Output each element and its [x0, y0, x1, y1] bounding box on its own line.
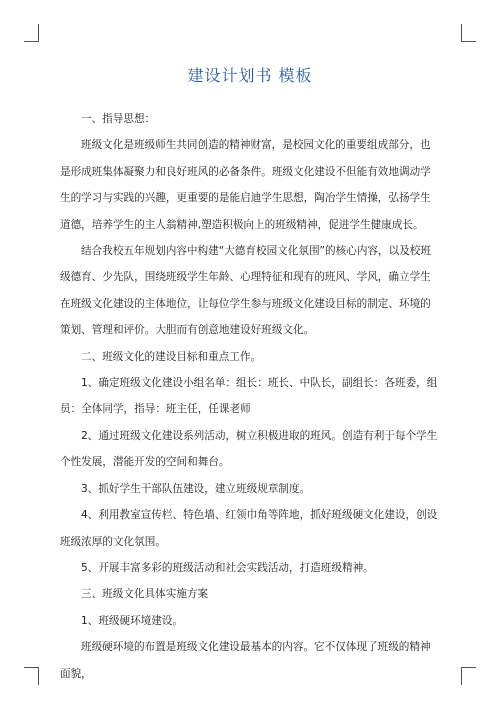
crop-mark-top-left-h	[24, 41, 39, 42]
list-item-5: 5、开展丰富多彩的班级活动和社会实践活动，打造班级精神。	[81, 561, 374, 574]
crop-mark-bottom-right-v	[461, 667, 462, 685]
crop-mark-top-left-v	[38, 24, 39, 42]
crop-mark-top-right-h	[461, 41, 476, 42]
list-item-1: 1、确定班级文化建设小组名单：组长：班长、中队长，副组长：各班委，组员：全体同学，指导：班主任，任课老师	[60, 377, 438, 416]
crop-mark-bottom-left-h	[24, 667, 39, 668]
crop-mark-bottom-right-h	[461, 667, 476, 668]
list-item-3: 3、抓好学生干部队伍建设，建立班级规章制度。	[81, 482, 311, 495]
subsection-heading: 1、班级硬环境建设。	[81, 614, 184, 627]
list-item-4: 4、利用教室宣传栏、特色墙、红领巾角等阵地，抓好班级硬文化建设，创设班级浓厚的文化氛围。	[60, 509, 438, 548]
paragraph-guiding-2: 结合我校五年规划内容中构建“大德育校园文化氛围”的核心内容，以及校班级德育、少先队，围绕班级学生年龄、心理特征和现有的班风、学风，确立学生在班级文化建设的主体地位，让每位学生参与班级文化建设目标的制定、环境的策划、管理和评价。大胆而有创意地建设好班级文化。	[60, 245, 431, 337]
section-heading-2: 二、班级文化的建设目标和重点工作。	[81, 350, 262, 363]
section-heading-3: 三、班级文化具体实施方案	[81, 588, 209, 601]
section-heading-1: 一、指导思想：	[81, 113, 156, 125]
crop-mark-bottom-left-v	[38, 667, 39, 685]
document-body	[60, 106, 440, 687]
document-title: 建设计划书 模板	[187, 66, 313, 85]
paragraph-guiding-1: 班级文化是班级师生共同创造的精神财富，是校园文化的重要组成部分，也是形成班集体凝聚力和良好班风的必备条件。班级文化建设不但能有效地调动学生的学习与实践的兴趣，更重要的是能启迪学生思想，陶冶学生情操，弘扬学生道德，培养学生的主人翁精神,塑造积极向上的班级精神，促进学生健康成长。	[60, 139, 431, 231]
paragraph-environment: 班级硬环境的布置是班级文化建设最基本的内容。它不仅体现了班级的精神面貌，	[60, 641, 431, 680]
crop-mark-top-right-v	[461, 24, 462, 42]
list-item-2: 2、通过班级文化建设系列活动，树立积极进取的班风。创造有利于每个学生个性发展，潜能开发的空间和舞台。	[60, 429, 438, 469]
